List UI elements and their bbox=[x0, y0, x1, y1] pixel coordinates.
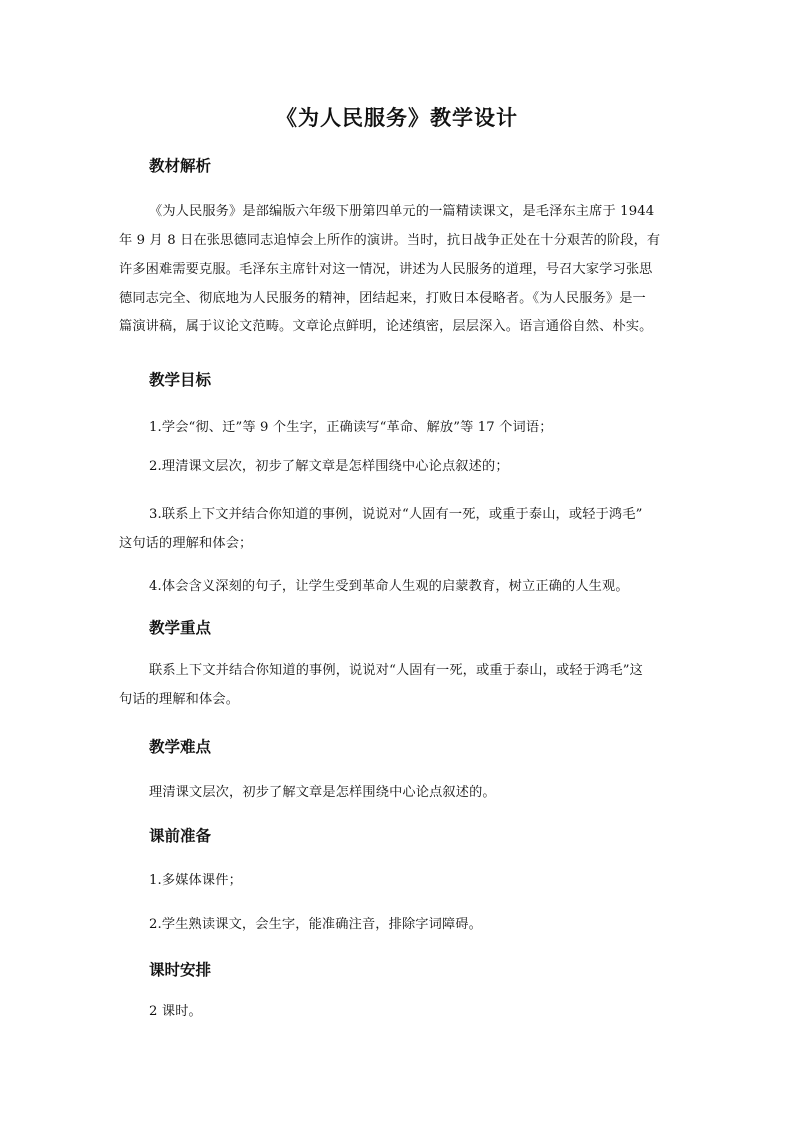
goal-item: 1.学会“彻、迁”等 9 个生字，正确读写“革命、解放”等 17 个词语； bbox=[149, 420, 553, 435]
preparation-item: 1.多媒体课件； bbox=[149, 873, 242, 888]
analysis-line: 许多困难需要克服。毛泽东主席针对这一情况，讲述为人民服务的道理，号召大家学习张思 bbox=[119, 262, 653, 277]
goal-item: 2.理清课文层次，初步了解文章是怎样围绕中心论点叙述的； bbox=[149, 459, 509, 474]
goal-item: 3.联系上下文并结合你知道的事例，说说对“人固有一死，或重于泰山，或轻于鸿毛” bbox=[149, 507, 643, 522]
goal-item-continuation: 这句话的理解和体会； bbox=[119, 536, 253, 551]
section-heading-analysis: 教材解析 bbox=[149, 156, 212, 175]
section-heading-difficulties: 教学难点 bbox=[149, 737, 212, 756]
analysis-line: 《为人民服务》是部编版六年级下册第四单元的一篇精读课文，是毛泽东主席于 1944 bbox=[149, 204, 655, 219]
key-points-line: 句话的理解和体会。 bbox=[119, 692, 240, 707]
goal-item: 4.体会含义深刻的句子，让学生受到革命人生观的启蒙教育，树立正确的人生观。 bbox=[149, 579, 629, 594]
section-heading-goals: 教学目标 bbox=[149, 370, 212, 389]
key-points-line: 联系上下文并结合你知道的事例，说说对“人固有一死，或重于泰山，或轻于鸿毛”这 bbox=[149, 663, 643, 678]
analysis-line: 德同志完全、彻底地为人民服务的精神，团结起来，打败日本侵略者。《为人民服务》是一 bbox=[119, 291, 646, 306]
section-heading-schedule: 课时安排 bbox=[149, 960, 212, 979]
difficulties-line: 理清课文层次，初步了解文章是怎样围绕中心论点叙述的。 bbox=[149, 785, 496, 800]
section-heading-preparation: 课前准备 bbox=[149, 826, 212, 845]
document-title: 《为人民服务》教学设计 bbox=[276, 105, 518, 130]
analysis-line: 年 9 月 8 日在张思德同志追悼会上所作的演讲。当时，抗日战争正处在十分艰苦的阶段，有 bbox=[119, 233, 661, 248]
preparation-item: 2.学生熟读课文，会生字，能准确注音，排除字词障碍。 bbox=[149, 917, 482, 932]
section-heading-key-points: 教学重点 bbox=[149, 618, 212, 637]
schedule-line: 2 课时。 bbox=[149, 1004, 202, 1019]
analysis-line: 篇演讲稿，属于议论文范畴。文章论点鲜明，论述缜密，层层深入。语言通俗自然、朴实。 bbox=[119, 319, 653, 334]
